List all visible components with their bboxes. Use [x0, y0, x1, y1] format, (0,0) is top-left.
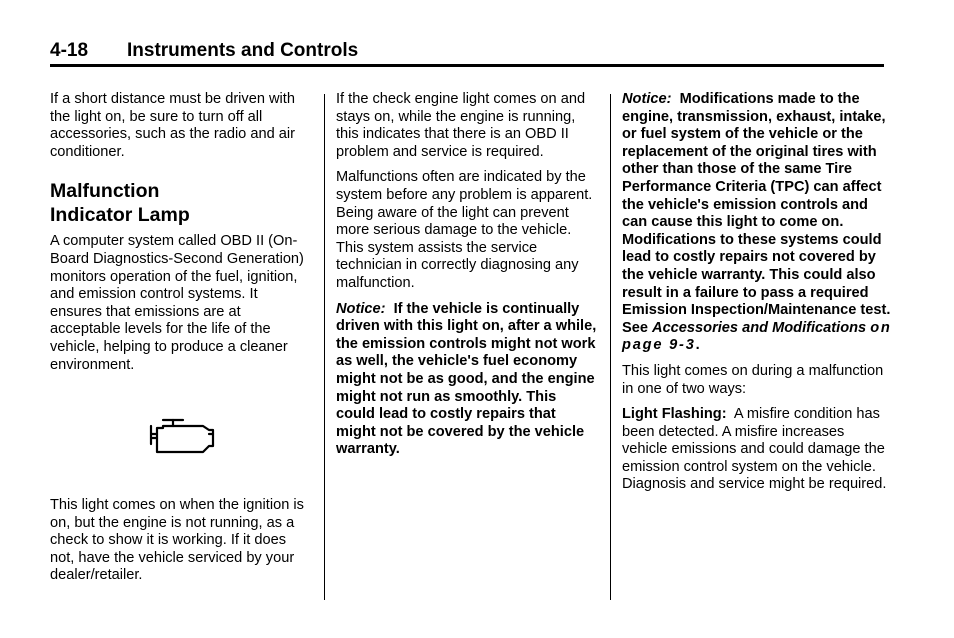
check-engine-paragraph: If the check engine light comes on and stays on, while the engine is running, this indicates that there is an OBD II problem and service is required. — [336, 91, 586, 160]
column-divider-1 — [324, 94, 325, 600]
page-header — [50, 38, 884, 66]
notice-label: Notice: — [336, 300, 386, 317]
xref-end: . — [695, 337, 700, 354]
modifications-text: Modifications made to the engine, transmission, exhaust, intake, or fuel system of the vehicle or the replacement of the original tires with other than those of the same Tire Performance Criteria (TPC) can affect the vehicle's emission controls and can cause this light to come on. Modifications to these systems could lead to costly repairs not covered by the vehicle warranty. This could also result in a failure to pass a required Emission Inspection/Maintenance test. See — [622, 91, 891, 336]
header-rule — [50, 64, 884, 67]
obd-description: A computer system called OBD II (On-Board Diagnostics-Second Generation) monitors operation of the fuel, ignition, and emission control systems. It ensures that emissions are at acceptable levels for the life of the vehicle, helping to produce a cleaner environment. — [50, 233, 304, 373]
xref-link[interactable]: Accessories and Modifications — [652, 319, 867, 336]
notice-label-2: Notice: — [622, 91, 672, 107]
two-ways-paragraph: This light comes on during a malfunction in one of two ways: — [622, 362, 884, 397]
notice-paragraph — [336, 301, 598, 459]
intro-paragraph: If a short distance must be driven with the light on, be sure to turn off all accessories, such as the radio and air conditioner. — [50, 91, 295, 160]
column-divider-2 — [610, 94, 611, 600]
column-2 — [336, 91, 598, 467]
column-3 — [622, 91, 892, 502]
lower-paragraph: This light comes on when the ignition is on, but the engine is not running, as a check to show it is working. If it does not, have the vehicle serviced by your dealer/retailer. — [50, 497, 304, 584]
flashing-label: Light Flashing: — [622, 406, 727, 423]
heading-line-2: Indicator Lamp — [50, 204, 190, 227]
malfunctions-paragraph: Malfunctions often are indicated by the system before any problem is apparent. Being aware of the light can prevent more serious damage to the vehicle. This system assists the service technician in correctly diagnosing any malfunction. — [336, 169, 593, 291]
flashing-text: A misfire condition has been detected. A misfire increases vehicle emissions and could damage the emission control system on the vehicle. Diagnosis and service might be required. — [622, 406, 887, 493]
check-engine-icon — [143, 412, 219, 458]
heading-line-1: Malfunction — [50, 180, 160, 203]
modifications-notice — [622, 91, 892, 355]
page-number: 4-18 — [50, 40, 89, 61]
section-heading — [50, 179, 312, 227]
column-1 — [50, 91, 312, 382]
flashing-paragraph — [622, 406, 892, 494]
section-title: Instruments and Controls — [127, 40, 359, 61]
notice-text: If the vehicle is continually driven with this light on, after a while, the emission controls might not work as well, the vehicle's fuel economy might not be as good, and the engine might not run as smoothly. This could lead to costly repairs that might not be covered by the vehicle warranty. — [336, 300, 597, 458]
xref-page[interactable]: on page 9-3 — [622, 319, 892, 354]
